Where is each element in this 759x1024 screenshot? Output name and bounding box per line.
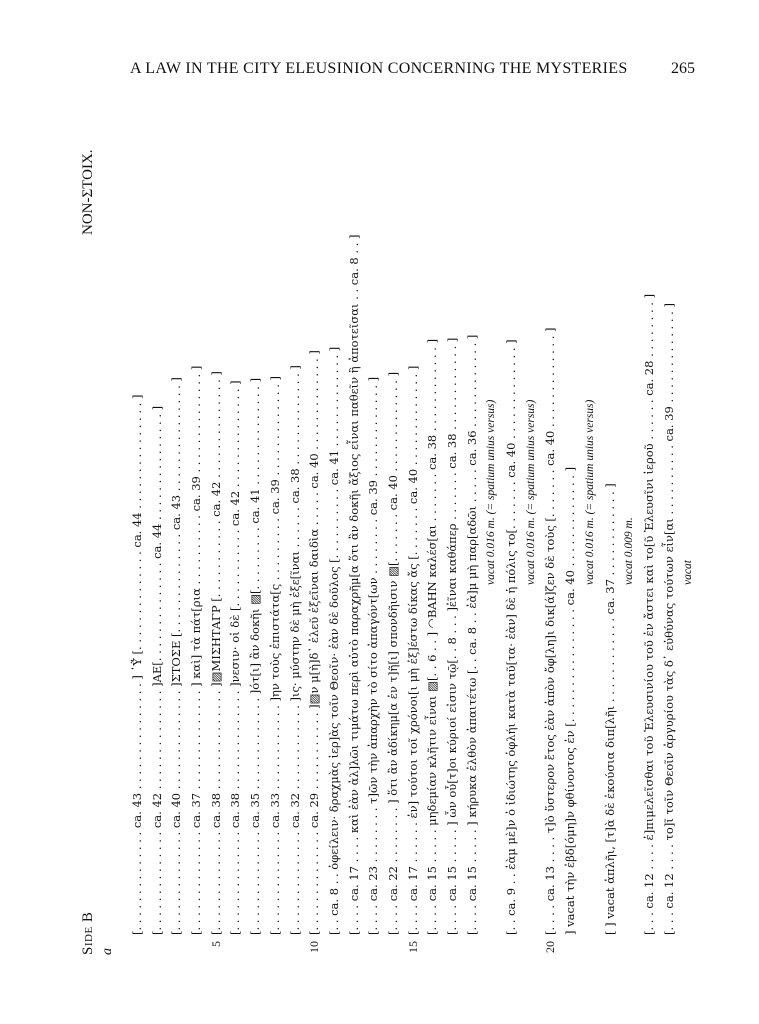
vacat-text: vacat 0.016 m. (= spatium unius versus)	[524, 399, 537, 585]
line-text: [. . ca. 9 . . ἐὰμ μὲ]ν ὁ ἰδιώτης ὀφλήι κατὰ ταῦ[τα· ἐὰν] δὲ ἡ πόλις το[. . . . . . . ca. 40 . . . . . . . . . . . . . ]	[504, 339, 519, 935]
vacat-text: vacat 0.016 m. (= spatium unius versus)	[485, 399, 498, 585]
inscription-line	[207, 95, 227, 947]
running-title: A LAW IN THE CITY ELEUSINION CONCERNING THE MYSTERIES	[130, 60, 628, 77]
inscription-line	[404, 95, 424, 953]
inscription-line	[226, 95, 246, 935]
inscription-line	[541, 95, 561, 953]
fragment-label: a	[100, 948, 115, 955]
inscription-line	[384, 95, 404, 935]
line-text: [. . . ca. 12 . . . . το]ῖ τοῖν Θεοῖν ἀργυρίου τὰς δ᾽ εὐθύνας τούτων εἶν[αι . . . . . . . . . . ca. 39 . . . . . . . . . . . . . ]	[661, 303, 676, 935]
inscription-text-block	[80, 95, 700, 955]
line-number: 5	[208, 941, 223, 947]
line-text: [. . . . ca. 15 . . . . . μηδεμίαν κλῆτιν εἶναι ▨[. . 6 . . ] ◠ΒΑΗΝ καλέσ[αι . . . . . . . ca. 38 . . . . . . . . . . . . ]	[425, 338, 440, 935]
line-text: [. . . . . . . . . . . . . . ca. 38 . . . . . . . . . . . . . . ]νεσιν· οἱ δὲ [. . . . . . . . . . . ca. 42 . . . . . . . . . . . . . . ]	[228, 380, 243, 935]
vacat-line	[522, 95, 542, 935]
inscription-line	[266, 95, 286, 935]
stoich-label: NON-ΣΤΟΙΧ.	[80, 149, 96, 235]
inscription-line	[128, 95, 148, 935]
inscription-line	[640, 95, 660, 935]
line-text: [. . . . ca. 17 . . . . καὶ ἐὰν ἀλ]λῶι τιμάτω περὶ αὐτὸ παραχρῆμ[α ὅτι ἂν δοκῆι ἄξιος εἶναι παθεῖν ἢ ἀποτεῖσαι . . ca. 8 . . ]	[346, 234, 361, 935]
line-text: [. . . . . . . . . . . . . . ca. 40 . . . . . . . . . . . . . . ]ΣΤΟΣΕ [. . . . . . . . . . . . . . ca. 43 . . . . . . . . . . . . . . . ]	[169, 377, 184, 935]
line-text: [. . ca. 8 . . ὀφείλειν· δραχμὰς ἱερ]ὰς τοῖν Θεοῖν· ἐὰν δὲ δοῦλος [. . . . . . . . . . ca. 41 . . . . . . . . . . . . . ]	[326, 346, 341, 935]
inscription-line	[443, 95, 463, 935]
line-text: [. . . . ca. 23 . . . . . . . . τ]ῶν τὴν ἀπαρχὴν τὸ σίτο ἀπαγόντ[ων . . . . . . . . ca. 39 . . . . . . . . . . . . . ]	[366, 376, 381, 935]
inscription-line	[561, 95, 581, 935]
running-header	[0, 60, 759, 90]
line-text: [. . . . . . . . . . . . . . ca. 38 . . . . . . . . . . . . . . ]▨ΜΙΣΗΤΑΓΡ [. . . . . . . . . . . ca. 42 . . . . . . . . . . . . . . ]	[208, 371, 223, 935]
line-text: [. . . . ca. 15 . . . . . ] κήρυκα ἐλθὸν ἀπαιτέτω [. . ca. 8 . . ἐὰ]μ μὴ παρ[αδῶι . . . . . ca. 36 . . . . . . . . . . . . ]	[464, 334, 479, 935]
inscription-line	[345, 95, 365, 935]
line-text: ] vacat τὴν ἑβδ[όμη]ν φθίνοντος ἐν [. . . . . . . . . . . . . . . . ca. 40 . . . . . . . . . . . . . ]	[563, 466, 578, 935]
inscription-line	[187, 95, 207, 935]
inscription-line	[601, 95, 621, 935]
inscription-line	[364, 95, 384, 935]
vacat-line	[482, 95, 502, 935]
line-number: 15	[405, 941, 420, 953]
line-text: [. . . . . . . . . . . . . . ca. 32 . . . . . . . . . . . . ]ις· μύστην δὲ μὴ ἐξε[ῖναι . . . . . . ca. 38 . . . . . . . . . . . . . ]	[287, 365, 302, 935]
line-text: [. . . . . . . . . . . . . . ca. 43 . . . . . . . . . . . . . . . ] ᾽Ϋ̓ [. . . . . . . . . . . . . . ca. 44 . . . . . . . . . . . . . . . ]	[130, 394, 144, 935]
side-label: Side B	[80, 911, 96, 955]
inscription-line	[167, 95, 187, 935]
inscription-line	[305, 95, 325, 953]
vacat-text: vacat 0.009 m.	[623, 517, 636, 585]
page-number: 265	[671, 60, 695, 77]
line-number: 10	[307, 941, 322, 953]
line-text: [. . . . ca. 17 . . . . . . ἐν] τούτοι τοῖ χρόνοι[ι μὴ ἐξ]έστω δίκας ἄς [. . . . . . . ca. 40 . . . . . . . . . . . . . ]	[405, 365, 420, 935]
line-number: 20	[543, 941, 558, 953]
vacat-line	[620, 95, 640, 935]
inscription-line	[423, 95, 443, 935]
inscription-line	[325, 95, 345, 935]
line-text: [. . . . . . . . . . . . . . ca. 37 . . . . . . . . . . . . . . ] καὶ] τὰ πάτ[ρια . . . . . . . . . . ca. 39 . . . . . . . . . . . . . . ]	[189, 365, 204, 935]
vacat-text: vacat 0.016 m. (= spatium unius versus)	[583, 399, 596, 585]
inscription-line	[148, 95, 168, 935]
line-text: [. . . . ca. 13 . . . . τ]ὸ ὕστερον ἔτος ἐὰν ἀπὸν ὄφ[λη]ι δικ[ά]ζεν δὲ τοὺς [. . . . . . . ca. 40 . . . . . . . . . . . . . ]	[543, 327, 558, 935]
vacat-line	[679, 95, 699, 935]
line-text: [. . . . ca. 15 . . . . . ] ὧν οὖ[τ]οι κύριοί εἰσιν τῷ[. . 8 . . . ]ἐῖναι καθάπερ . . . . . . . ca. 38 . . . . . . . . . . . . ]	[445, 337, 459, 935]
inscription-line	[286, 95, 306, 935]
line-text: [ ] vacat ἁπλῆι, [τ]ὰ δὲ ἑκούσια διπ[λῆι . . . . . . . . . . . . ca. 37 . . . . . . . . . . . . ]	[602, 483, 617, 935]
line-text: [. . . . . . . . . . . . . . ca. 29 . . . . . . . . . . . ]▨ν μ[ὴ]δ᾽ ἐλεῦ ἐξεῖναι δαιδὶα . . . . . ca. 40 . . . . . . . . . . . . . ]	[307, 350, 322, 935]
vacat-text: vacat	[682, 560, 695, 585]
vacat-line	[581, 95, 601, 935]
inscription-lines	[128, 95, 699, 953]
line-text: [. . . . . . . . . . . . . . ca. 33 . . . . . . . . . . . . ]ην τοὺς ἐπιστάτα[ς . . . . . . . . . ca. 39 . . . . . . . . . . . . . ]	[267, 375, 282, 935]
inscription-line	[463, 95, 483, 935]
inscription-line	[660, 95, 680, 935]
line-text: [. . . ca. 12 . . . . ἐ]πιμελεῖσθαι τοῦ Ἐλευσινίου τοῦ ἐν ἄστει καὶ το[ῦ Ἐλευσῖνι ἱεροῦ . . . . . . ca. 28 . . . . . . . . ]	[641, 293, 656, 935]
line-text: [. . . . ca. 22 . . . . . . . . ] ὅτι ἂν ἀδίκημ[α ἐν τ]ῆ[ι] σπονδῆισιν ▨[. . . . . . . ca. 40 . . . . . . . . . . . . . ]	[385, 371, 400, 935]
inscription-line	[246, 95, 266, 935]
line-text: [. . . . . . . . . . . . . . ca. 35 . . . . . . . . . . . . . ]ότ[ι] ἂν δοκῆι ▨[. . . . . . . . . ca. 41 . . . . . . . . . . . . . . ]	[248, 377, 263, 935]
inscription-line	[502, 95, 522, 935]
line-text: [. . . . . . . . . . . . . . ca. 42 . . . . . . . . . . . . . . ]ΑΕ[. . . . . . . . . . . . . . ca. 44 . . . . . . . . . . . . . . . ]	[149, 405, 164, 935]
